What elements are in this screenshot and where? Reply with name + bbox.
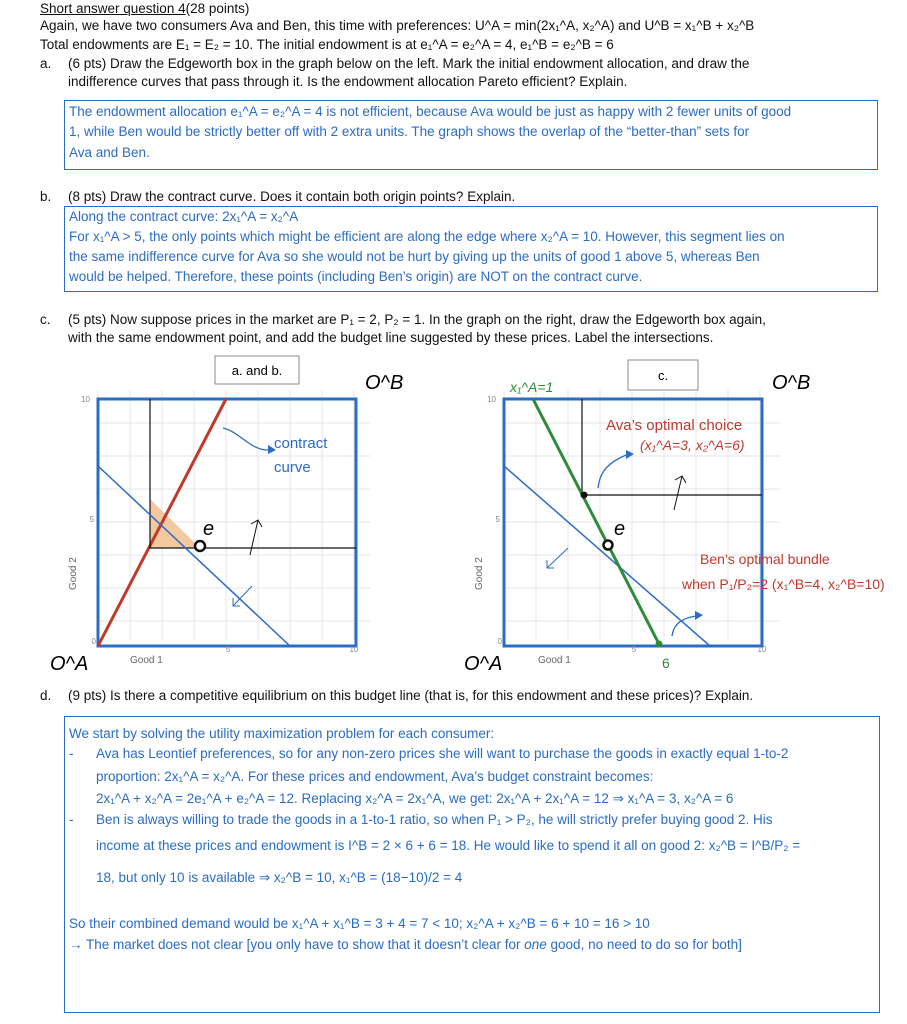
right-tick-10: 10 — [487, 395, 496, 404]
right-xlabel: Good 1 — [538, 655, 571, 666]
ava-better-arrow — [250, 520, 262, 555]
right-tick-5: 5 — [495, 515, 500, 524]
left-tick-5: 5 — [89, 515, 94, 524]
contract-label-1: contract — [274, 435, 328, 452]
part-a-answer-3: Ava and Ben. — [69, 145, 150, 160]
left-caption: a. and b. — [231, 363, 283, 378]
right-caption: c. — [657, 368, 669, 383]
left-tick-x5: 5 — [225, 645, 231, 654]
ava-label-arrow-head — [626, 450, 634, 459]
ben-label-arrow — [672, 616, 696, 636]
part-d-answer-1: We start by solving the utility maximization problem for each consumer: — [69, 726, 495, 741]
part-d-answer-4: 2x₁^A + x₂^A = 2e₁^A + e₂^A = 12. Replacing x₂^A = 2x₁^A, we get: 2x₁^A + 2x₁^A = 12 ⇒ x₁^A = 3, x₂^A = 6 — [96, 791, 734, 806]
right-e-label: e — [614, 518, 626, 540]
contract-label-2: curve — [274, 459, 311, 476]
x1a-label: x₁^A=1 — [510, 379, 554, 395]
part-d-answer-7: 18, but only 10 is available ⇒ x₂^B = 10, x₁^B = (18−10)/2 = 4 — [96, 870, 463, 885]
left-oa-label: O^A — [50, 653, 89, 675]
answer-9-pre: → The market does not clear [you only have to show that it doesn’t clear for — [69, 937, 525, 952]
ava-optimal-point — [581, 492, 588, 499]
left-xlabel: Good 1 — [130, 655, 163, 666]
part-d-answer-3: proportion: 2x₁^A = x₂^A. For these prices and endowment, Ava’s budget constraint becomes: — [96, 769, 654, 784]
right-endowment-point — [604, 541, 613, 550]
right-ben-indifference — [504, 466, 710, 646]
left-tick-10: 10 — [81, 395, 90, 404]
part-d-bullet-1: - — [69, 746, 74, 761]
ben-better-arrow-right — [547, 548, 568, 568]
part-b-answer-1: Along the contract curve: 2x₁^A = x₂^A — [69, 209, 299, 224]
left-ylabel: Good 2 — [68, 557, 79, 590]
left-tick-0: 0 — [91, 637, 96, 646]
contract-arrow — [223, 428, 268, 450]
part-a-answer-2: 1, while Ben would be strictly better off with 2 extra units. The graph shows the overlap of the “better-than” sets for — [69, 124, 750, 139]
six-label: 6 — [662, 655, 670, 671]
part-d-answer-2: Ava has Leontief preferences, so for any non-zero prices she will want to purchase the goods in exactly equal 1-to-2 — [96, 746, 789, 761]
left-edgeworth-graph — [40, 350, 440, 680]
endowment-point — [195, 541, 205, 551]
part-a-question-2: indifference curves that pass through it. Is the endowment allocation Pareto efficient? Explain. — [68, 74, 628, 89]
part-b-answer-4: would be helped. Therefore, these points (including Ben’s origin) are NOT on the contract curve. — [69, 269, 643, 284]
left-tick-x10: 10 — [349, 645, 359, 654]
ava-label-arrow — [598, 455, 626, 488]
part-d-answer-9 — [69, 937, 742, 952]
part-a-label: a. — [40, 56, 52, 71]
part-d-question-1: (9 pts) Is there a competitive equilibrium on this budget line (that is, for this endowment and these prices)? Explain. — [68, 688, 754, 703]
part-d-label: d. — [40, 688, 52, 703]
ben-optimal-point — [656, 641, 663, 648]
part-d-bullet-2: - — [69, 812, 74, 827]
left-ob-label: O^B — [365, 372, 404, 394]
part-b-label: b. — [40, 189, 52, 204]
left-e-label: e — [203, 518, 215, 540]
intro-line-2: Total endowments are E₁ = E₂ = 10. The initial endowment is at e₁^A = e₂^A = 4, e₁^B = e₂^B = 6 — [40, 37, 614, 52]
ava-optimal-values: (x₁^A=3, x₂^A=6) — [640, 437, 745, 453]
part-a-question-1: (6 pts) Draw the Edgeworth box in the graph below on the left. Mark the initial endowment allocation, and draw the — [68, 56, 750, 71]
part-c-question-2: with the same endowment point, and add the budget line suggested by these prices. Label the intersections. — [68, 330, 714, 345]
right-tick-x5: 5 — [631, 645, 637, 654]
ava-better-arrow-right — [674, 476, 686, 510]
part-b-answer-3: the same indifference curve for Ava so she would not be hurt by giving up the units of good 1 above 5, whereas Ben — [69, 249, 760, 264]
right-tick-x10: 10 — [757, 645, 767, 654]
part-d-answer-5: Ben is always willing to trade the goods in a 1-to-1 ratio, so when P₁ > P₂, he will strictly prefer buying good 2. His — [96, 812, 773, 827]
intro-line-1: Again, we have two consumers Ava and Ben, this time with preferences: U^A = min(2x₁^A, x₂^A) and U^B = x₁^B + x₂^B — [40, 18, 755, 33]
ben-label-arrow-head — [695, 611, 703, 620]
answer-9-post: good, no need to do so for both] — [546, 937, 742, 952]
part-c-label: c. — [40, 312, 51, 327]
part-a-answer-1: The endowment allocation e₁^A = e₂^A = 4 is not efficient, because Ava would be just as happy with 2 fewer units of good — [69, 104, 792, 119]
part-c-question-1: (5 pts) Now suppose prices in the market are P₁ = 2, P₂ = 1. In the graph on the right, draw the Edgeworth box again, — [68, 312, 766, 327]
ben-optimal-values: when P₁/P₂=2 (x₁^B=4, x₂^B=10) — [682, 576, 885, 592]
overlap-region — [150, 499, 200, 548]
right-edgeworth-graph — [450, 350, 890, 680]
ben-optimal-label: Ben’s optimal bundle — [700, 551, 830, 567]
part-d-answer-6: income at these prices and endowment is I^B = 2 × 6 + 6 = 18. He would like to spend it all on good 2: x₂^B = I^B/P₂ = — [96, 838, 801, 853]
ava-optimal-label: Ava’s optimal choice — [606, 417, 743, 434]
right-ylabel: Good 2 — [474, 557, 485, 590]
part-b-question-1: (8 pts) Draw the contract curve. Does it contain both origin points? Explain. — [68, 189, 516, 204]
right-tick-0: 0 — [497, 637, 502, 646]
right-oa-label: O^A — [464, 653, 503, 675]
answer-9-emphasis: one — [524, 937, 547, 952]
part-b-answer-2: For x₁^A > 5, the only points which might be efficient are along the edge where x₂^A = 10. However, this segment lies on — [69, 229, 785, 244]
question-title: Short answer question 4(28 points) — [40, 1, 250, 16]
ava-indifference-curve — [150, 399, 356, 548]
part-d-answer-8: So their combined demand would be x₁^A + x₁^B = 3 + 4 = 7 < 10; x₂^A + x₂^B = 6 + 10 = 16 > 10 — [69, 916, 650, 931]
right-ob-label: O^B — [772, 372, 811, 394]
